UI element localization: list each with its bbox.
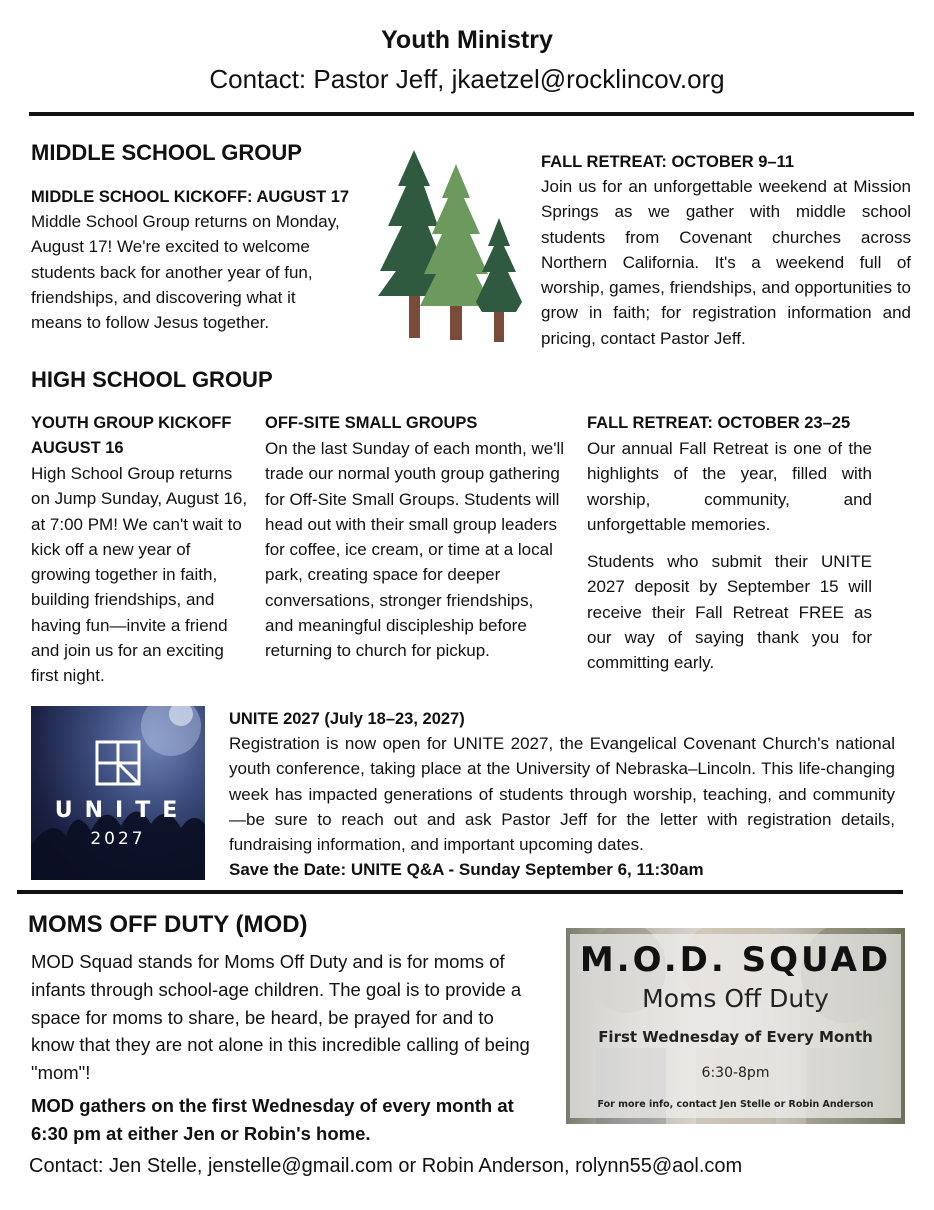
mod-contact: Contact: Jen Stelle, jenstelle@gmail.com or Robin Anderson, rolynn55@aol.com: [29, 1155, 743, 1177]
hs-kickoff-title-2: AUGUST 16: [31, 439, 124, 457]
mod-image-schedule: First Wednesday of Every Month: [598, 1028, 873, 1046]
unite-image-year: 2027: [90, 829, 146, 849]
unite-save-date: Save the Date: UNITE Q&A - Sunday September 6, 11:30am: [229, 860, 704, 879]
hs-small-groups-text: On the last Sunday of each month, we'll trade our normal youth group gathering for Off-Site Small Groups. Students will head out with their small group leaders for coffee, ice cream, or time at a local park, creating space for deeper conversations, stronger friendships, and meaningful discipleship before returning to church for pickup.: [265, 439, 565, 661]
middle-school-kickoff-text: Middle School Group returns on Monday, August 17! We're excited to welcome students back for another year of fun, friendships, and discovering what it means to follow Jesus together.: [31, 212, 340, 333]
mod-image-time: 6:30-8pm: [701, 1065, 770, 1081]
hs-retreat-text-1: Our annual Fall Retreat is one of the highlights of the year, filled with worship, community, and unforgettable memories.: [587, 439, 872, 534]
ms-retreat-text: Join us for an unforgettable weekend at Mission Springs as we gather with middle school students from Covenant churches across Northern California. It's a weekend full of worship, games, friendships, and opportunities to grow in faith; for registration information and pricing, contact Pastor Jeff.: [541, 177, 911, 348]
unite-text: Registration is now open for UNITE 2027, the Evangelical Covenant Church's national youth conference, taking place at the University of Nebraska–Lincoln. This life-changing week has impacted generations of students through worship, teaching, and community—be sure to reach out and ask Pastor Jeff for the letter with registration details, fundraising information, and important upcoming dates.: [229, 734, 895, 855]
middle-school-kickoff-title: MIDDLE SCHOOL KICKOFF: AUGUST 17: [31, 188, 350, 206]
pine-trees-illustration: [376, 146, 532, 346]
mod-heading: MOMS OFF DUTY (MOD): [28, 911, 308, 938]
mod-text: MOD Squad stands for Moms Off Duty and is for moms of infants through school-age children. The goal is to provide a space for moms to share, be heard, be prayed for and to know that they are not alone in this incredible calling of being "mom"!: [31, 951, 530, 1084]
header-divider: [29, 112, 914, 116]
hs-kickoff-title-1: YOUTH GROUP KICKOFF: [31, 414, 232, 432]
unite-title: UNITE 2027 (July 18–23, 2027): [229, 710, 465, 728]
hs-retreat-block: [587, 411, 872, 676]
ms-retreat-title: FALL RETREAT: OCTOBER 9–11: [541, 153, 795, 171]
header-contact: Contact: Pastor Jeff, jkaetzel@rocklincov.org: [209, 64, 725, 94]
mod-divider: [17, 890, 903, 894]
unite-2027-image: [31, 706, 205, 880]
mod-schedule: MOD gathers on the first Wednesday of every month at 6:30 pm at either Jen or Robin's home.: [31, 1095, 514, 1144]
hs-small-groups-title: OFF-SITE SMALL GROUPS: [265, 414, 478, 432]
hs-small-groups-block: [265, 411, 565, 664]
middle-school-heading: MIDDLE SCHOOL GROUP: [31, 140, 302, 165]
high-school-heading: HIGH SCHOOL GROUP: [31, 367, 273, 392]
hs-kickoff-block: [31, 411, 251, 689]
hs-retreat-title: FALL RETREAT: OCTOBER 23–25: [587, 414, 851, 432]
unite-image-word: UNITE: [54, 798, 190, 823]
hs-retreat-text-2: Students who submit their UNITE 2027 deposit by September 15 will receive their Fall Retreat FREE as our way of saying thank you for committing early.: [587, 552, 872, 673]
mod-image-subtitle: Moms Off Duty: [642, 984, 829, 1013]
mod-image-title: M.O.D. SQUAD: [579, 940, 892, 980]
mod-squad-image: [566, 928, 905, 1124]
hs-kickoff-text: High School Group returns on Jump Sunday, August 16, at 7:00 PM! We can't wait to kick off a new year of growing together in faith, building friendships, and having fun—invite a friend and join us for an exciting first night.: [31, 464, 248, 686]
page-title: Youth Ministry: [381, 26, 553, 54]
mod-image-info: For more info, contact Jen Stelle or Robin Anderson: [597, 1099, 874, 1110]
